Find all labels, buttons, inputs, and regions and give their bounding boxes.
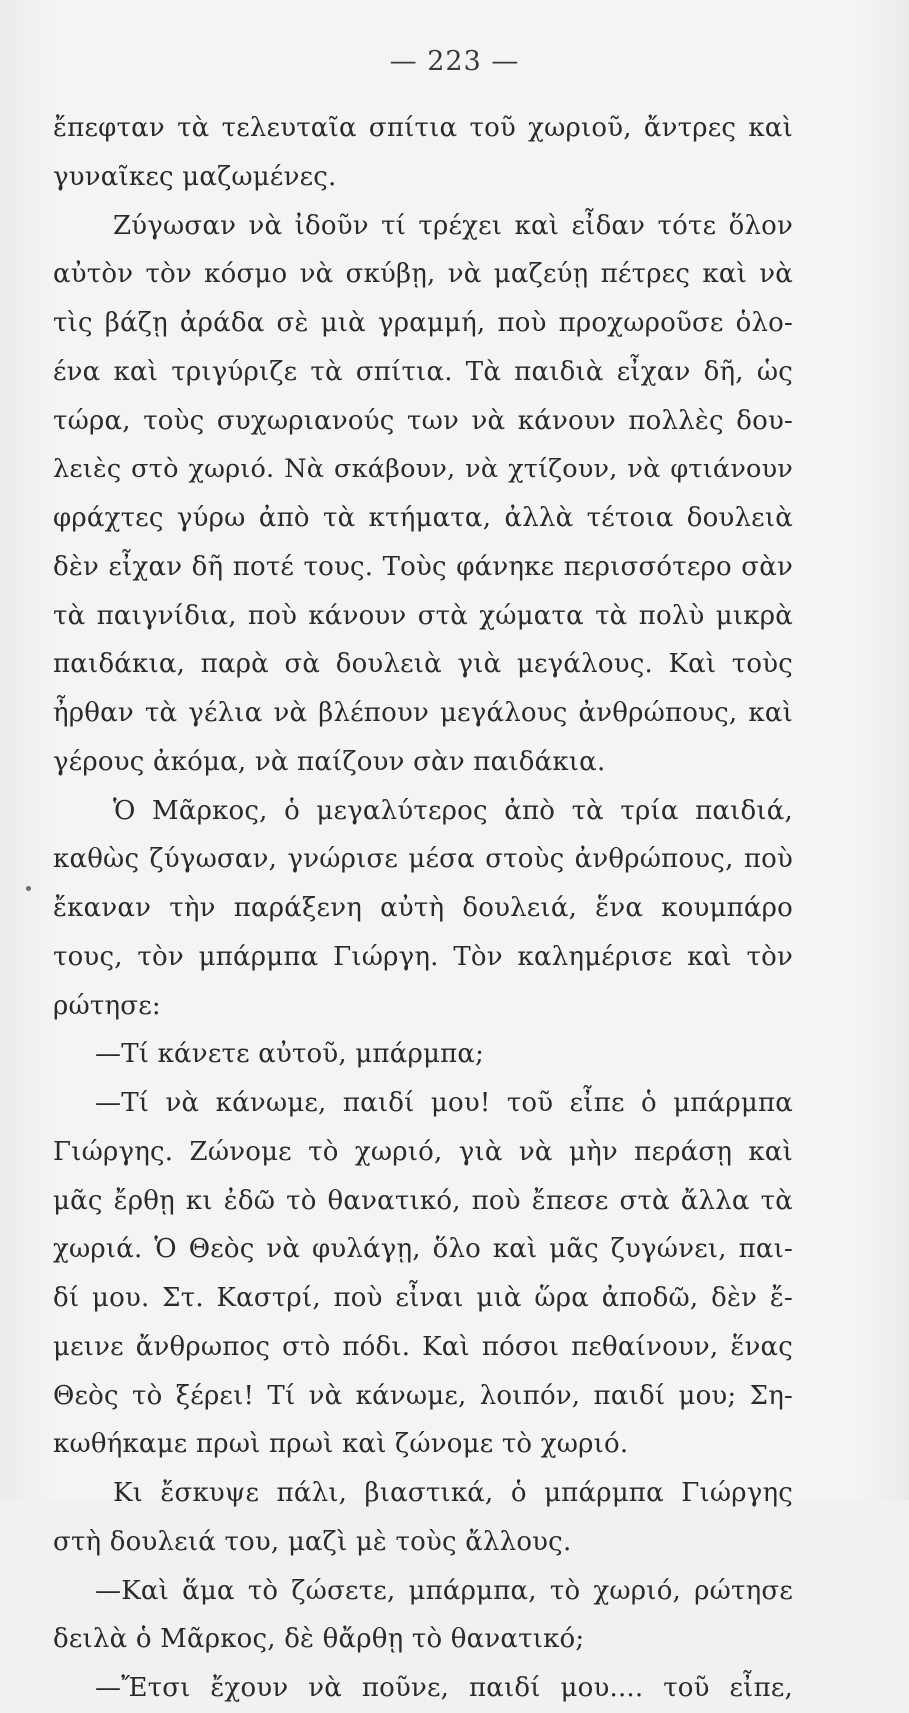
text-line: κωθήκαμε πρωὶ πρωὶ καὶ ζώνομε τὸ χωριό.: [53, 1429, 629, 1460]
text-line: ένα καὶ τριγύριζε τὰ σπίτια. Τὰ παιδιὰ εἶχαν δῆ, ὡς: [53, 356, 793, 387]
ink-speck: [26, 886, 31, 891]
text-line: παιδάκια, παρὰ σὰ δουλειὰ γιὰ μεγάλους. Καὶ τοὺς: [53, 649, 793, 680]
text-line: αὐτὸν τὸν κόσμο νὰ σκύβῃ, νὰ μαζεύῃ πέτρες καὶ νὰ: [53, 259, 793, 290]
text-line: τώρα, τοὺς συχωριανούς των νὰ κάνουν πολλὲς δου-: [53, 405, 793, 436]
text-line: μᾶς ἔρθῃ κι ἐδῶ τὸ θανατικό, ποὺ ἔπεσε στὰ ἄλλα τὰ: [53, 1185, 793, 1216]
text-line: —Ἔτσι ἔχουν νὰ ποῦνε, παιδί μου.... τοῦ εἶπε,: [95, 1673, 793, 1703]
text-line: Θεὸς τὸ ξέρει! Τί νὰ κάνωμε, λοιπόν, παιδί μου; Ση-: [53, 1380, 793, 1411]
text-line: Γιώργης. Ζώνομε τὸ χωριό, γιὰ νὰ μὴν περάσῃ καὶ: [53, 1136, 793, 1167]
text-line: γέρους ἀκόμα, νὰ παίζουν σὰν παιδάκια.: [53, 746, 606, 777]
text-line: δί μου. Στ. Καστρί, ποὺ εἶναι μιὰ ὥρα ἀποδῶ, δὲν ἔ-: [53, 1283, 793, 1313]
text-line: τους, τὸν μπάρμπα Γιώργη. Τὸν καλημέρισε καὶ τὸν: [53, 941, 793, 972]
text-line: τὰ παιγνίδια, ποὺ κάνουν στὰ χώματα τὰ πολὺ μικρὰ: [53, 600, 793, 631]
text-line: Ὁ Μᾶρκος, ὁ μεγαλύτερος ἀπὸ τὰ τρία παιδιά,: [113, 795, 793, 826]
text-line: —Τί νὰ κάνωμε, παιδί μου! τοῦ εἶπε ὁ μπάρμπα: [95, 1088, 793, 1118]
text-line: —Τί κάνετε αὐτοῦ, μπάρμπα;: [95, 1039, 485, 1070]
text-line: καθὼς ζύγωσαν, γνώρισε μέσα στοὺς ἀνθρώπους, ποὺ: [53, 844, 793, 875]
text-line: —Καὶ ἅμα τὸ ζώσετε, μπάρμπα, τὸ χωριό, ρώτησε: [95, 1575, 793, 1606]
text-line: Κι ἔσκυψε πάλι, βιαστικά, ὁ μπάρμπα Γιώργης: [113, 1478, 793, 1508]
text-line: τὶς βάζῃ ἀράδα σὲ μιὰ γραμμή, ποὺ προχωροῦσε ὁλο-: [53, 308, 793, 338]
text-line: γυναῖκες μαζωμένες.: [53, 161, 337, 192]
page-number: — 223 —: [389, 46, 520, 77]
text-line: ἔκαναν τὴν παράξενη αὐτὴ δουλειά, ἕνα κουμπάρο: [53, 893, 793, 923]
text-line: φράχτες γύρω ἀπὸ τὰ κτήματα, ἀλλὰ τέτοια δουλειὰ: [53, 503, 793, 533]
text-line: στὴ δουλειά του, μαζὶ μὲ τοὺς ἄλλους.: [53, 1526, 572, 1557]
text-line: Ζύγωσαν νὰ ἰδοῦν τί τρέχει καὶ εἶδαν τότε ὅλον: [113, 210, 793, 241]
body-text: [53, 104, 793, 1713]
text-line: λειὲς στὸ χωριό. Νὰ σκάβουν, νὰ χτίζουν, νὰ φτιάνουν: [53, 454, 793, 485]
text-line: χωριά. Ὁ Θεὸς νὰ φυλάγῃ, ὅλο καὶ μᾶς ζυγώνει, παι-: [53, 1234, 793, 1265]
text-line: μεινε ἄνθρωπος στὸ πόδι. Καὶ πόσοι πεθαίνουν, ἕνας: [53, 1331, 793, 1362]
text-line: ρώτησε:: [53, 990, 161, 1021]
text-line: ἦρθαν τὰ γέλια νὰ βλέπουν μεγάλους ἀνθρώπους, καὶ: [53, 698, 793, 728]
text-line: δειλὰ ὁ Μᾶρκος, δὲ θἄρθῃ τὸ θανατικό;: [53, 1624, 585, 1655]
text-line: δὲν εἶχαν δῆ ποτέ τους. Τοὺς φάνηκε περισσότερο σὰν: [53, 551, 793, 582]
text-line: ἔπεφταν τὰ τελευταῖα σπίτια τοῦ χωριοῦ, ἄντρες καὶ: [53, 113, 793, 143]
